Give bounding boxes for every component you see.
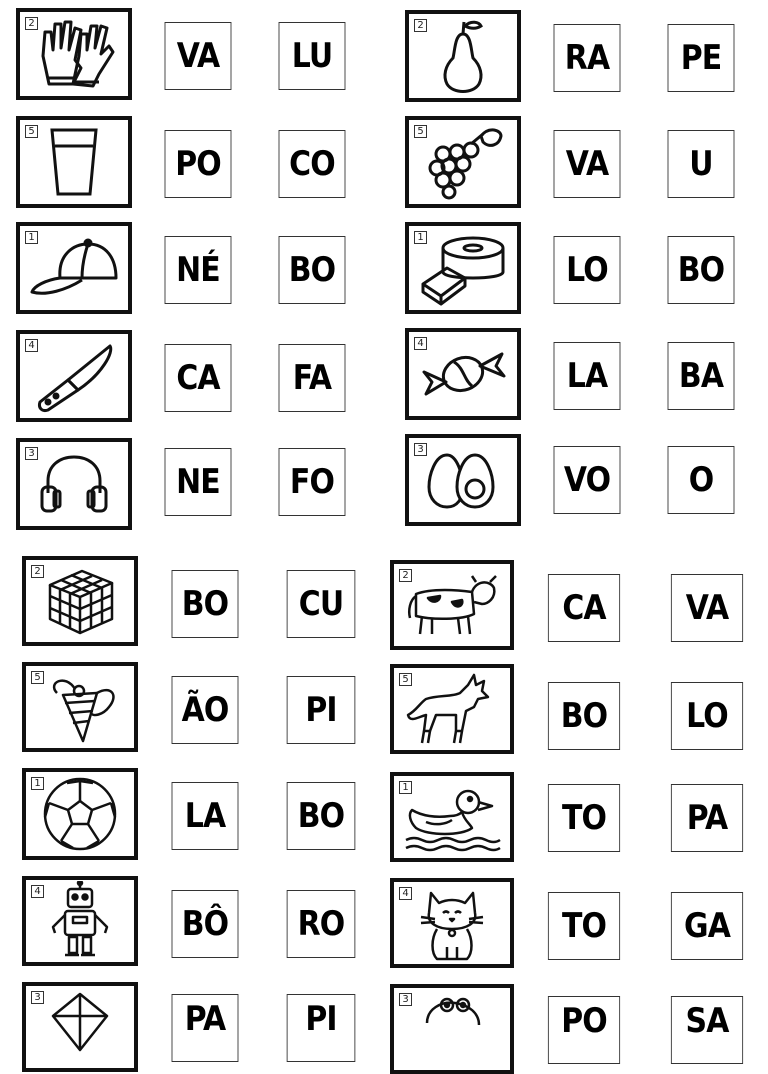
cap-icon: [26, 236, 122, 300]
syllable-card[interactable]: LU: [279, 22, 346, 90]
syllable-card[interactable]: PI: [287, 994, 356, 1062]
picture-card-knife: [16, 330, 132, 422]
syllable-card[interactable]: PO: [165, 130, 232, 198]
picture-number: 4: [399, 887, 412, 900]
picture-card-candy: [405, 328, 521, 420]
syllable-card[interactable]: BO: [287, 782, 356, 850]
duck-icon: [402, 782, 502, 852]
picture-card-duck: [390, 772, 514, 862]
frog-icon: [407, 993, 497, 1063]
kite-icon: [45, 990, 115, 1070]
syllable-card[interactable]: NE: [165, 448, 232, 516]
egg-icon: [423, 447, 503, 513]
picture-card-cap: [16, 222, 132, 314]
soccer-ball-icon: [41, 775, 119, 853]
syllable-card[interactable]: SA: [671, 996, 743, 1064]
syllable-card[interactable]: BA: [668, 342, 735, 410]
picture-number: 2: [25, 17, 38, 30]
picture-number: 1: [25, 231, 38, 244]
picture-number: 5: [25, 125, 38, 138]
candy-icon: [418, 342, 508, 406]
glass-icon: [44, 124, 104, 200]
picture-number: 5: [31, 671, 44, 684]
picture-number: 3: [414, 443, 427, 456]
picture-card-headphones: [16, 438, 132, 530]
syllable-card[interactable]: LO: [671, 682, 743, 750]
syllable-card[interactable]: PI: [287, 676, 356, 744]
syllable-card[interactable]: ÃO: [172, 676, 239, 744]
picture-card-spinning-top: [22, 662, 138, 752]
wolf-icon: [404, 671, 500, 747]
picture-number: 5: [399, 673, 412, 686]
syllable-card[interactable]: VA: [671, 574, 743, 642]
picture-number: 4: [25, 339, 38, 352]
syllable-card[interactable]: CA: [548, 574, 620, 642]
picture-number: 1: [414, 231, 427, 244]
syllable-card[interactable]: PO: [548, 996, 620, 1064]
syllable-card[interactable]: PE: [668, 24, 735, 92]
cube-icon: [42, 563, 118, 639]
headphones-icon: [36, 449, 112, 519]
syllable-card[interactable]: RO: [287, 890, 356, 958]
syllable-card[interactable]: VO: [554, 446, 621, 514]
picture-card-gloves: [16, 8, 132, 100]
syllable-card[interactable]: PA: [671, 784, 743, 852]
syllable-card[interactable]: BO: [668, 236, 735, 304]
syllable-card[interactable]: VA: [554, 130, 621, 198]
syllable-card[interactable]: PA: [172, 994, 239, 1062]
syllable-card[interactable]: GA: [671, 892, 743, 960]
syllable-card[interactable]: TO: [548, 784, 620, 852]
picture-card-robot: [22, 876, 138, 966]
syllable-card[interactable]: BO: [279, 236, 346, 304]
syllable-card[interactable]: NÉ: [165, 236, 232, 304]
picture-number: 4: [414, 337, 427, 350]
syllable-card[interactable]: FA: [279, 344, 346, 412]
syllable-card[interactable]: CA: [165, 344, 232, 412]
syllable-card[interactable]: FO: [279, 448, 346, 516]
syllable-card[interactable]: O: [668, 446, 735, 514]
syllable-card[interactable]: BÔ: [172, 890, 239, 958]
spinning-top-icon: [35, 669, 125, 745]
picture-number: 1: [31, 777, 44, 790]
picture-card-wolf: [390, 664, 514, 754]
picture-number: 2: [399, 569, 412, 582]
syllable-card[interactable]: TO: [548, 892, 620, 960]
picture-number: 2: [31, 565, 44, 578]
picture-card-grapes: [405, 116, 521, 208]
picture-card-cow: [390, 560, 514, 650]
picture-card-egg: [405, 434, 521, 526]
picture-card-pear: [405, 10, 521, 102]
picture-card-cat: [390, 878, 514, 968]
syllable-card[interactable]: BO: [548, 682, 620, 750]
picture-number: 3: [31, 991, 44, 1004]
picture-card-cake: [405, 222, 521, 314]
cow-icon: [402, 570, 502, 640]
syllable-card[interactable]: LA: [172, 782, 239, 850]
gloves-icon: [29, 16, 119, 92]
knife-icon: [26, 338, 122, 414]
picture-number: 5: [414, 125, 427, 138]
robot-icon: [45, 881, 115, 961]
picture-card-glass: [16, 116, 132, 208]
syllable-card[interactable]: VA: [165, 22, 232, 90]
picture-number: 1: [399, 781, 412, 794]
picture-card-frog: [390, 984, 514, 1074]
syllable-card[interactable]: U: [668, 130, 735, 198]
picture-card-kite: [22, 982, 138, 1072]
syllable-card[interactable]: CU: [287, 570, 356, 638]
syllable-card[interactable]: RA: [554, 24, 621, 92]
syllable-card[interactable]: BO: [172, 570, 239, 638]
grapes-icon: [421, 124, 505, 200]
cake-icon: [417, 230, 509, 306]
picture-card-soccer-ball: [22, 768, 138, 860]
picture-number: 2: [414, 19, 427, 32]
picture-card-cube: [22, 556, 138, 646]
picture-number: 3: [25, 447, 38, 460]
pear-icon: [433, 16, 493, 96]
syllable-card[interactable]: LA: [554, 342, 621, 410]
syllable-card[interactable]: CO: [279, 130, 346, 198]
picture-number: 4: [31, 885, 44, 898]
cat-icon: [417, 883, 487, 963]
syllable-card[interactable]: LO: [554, 236, 621, 304]
picture-number: 3: [399, 993, 412, 1006]
